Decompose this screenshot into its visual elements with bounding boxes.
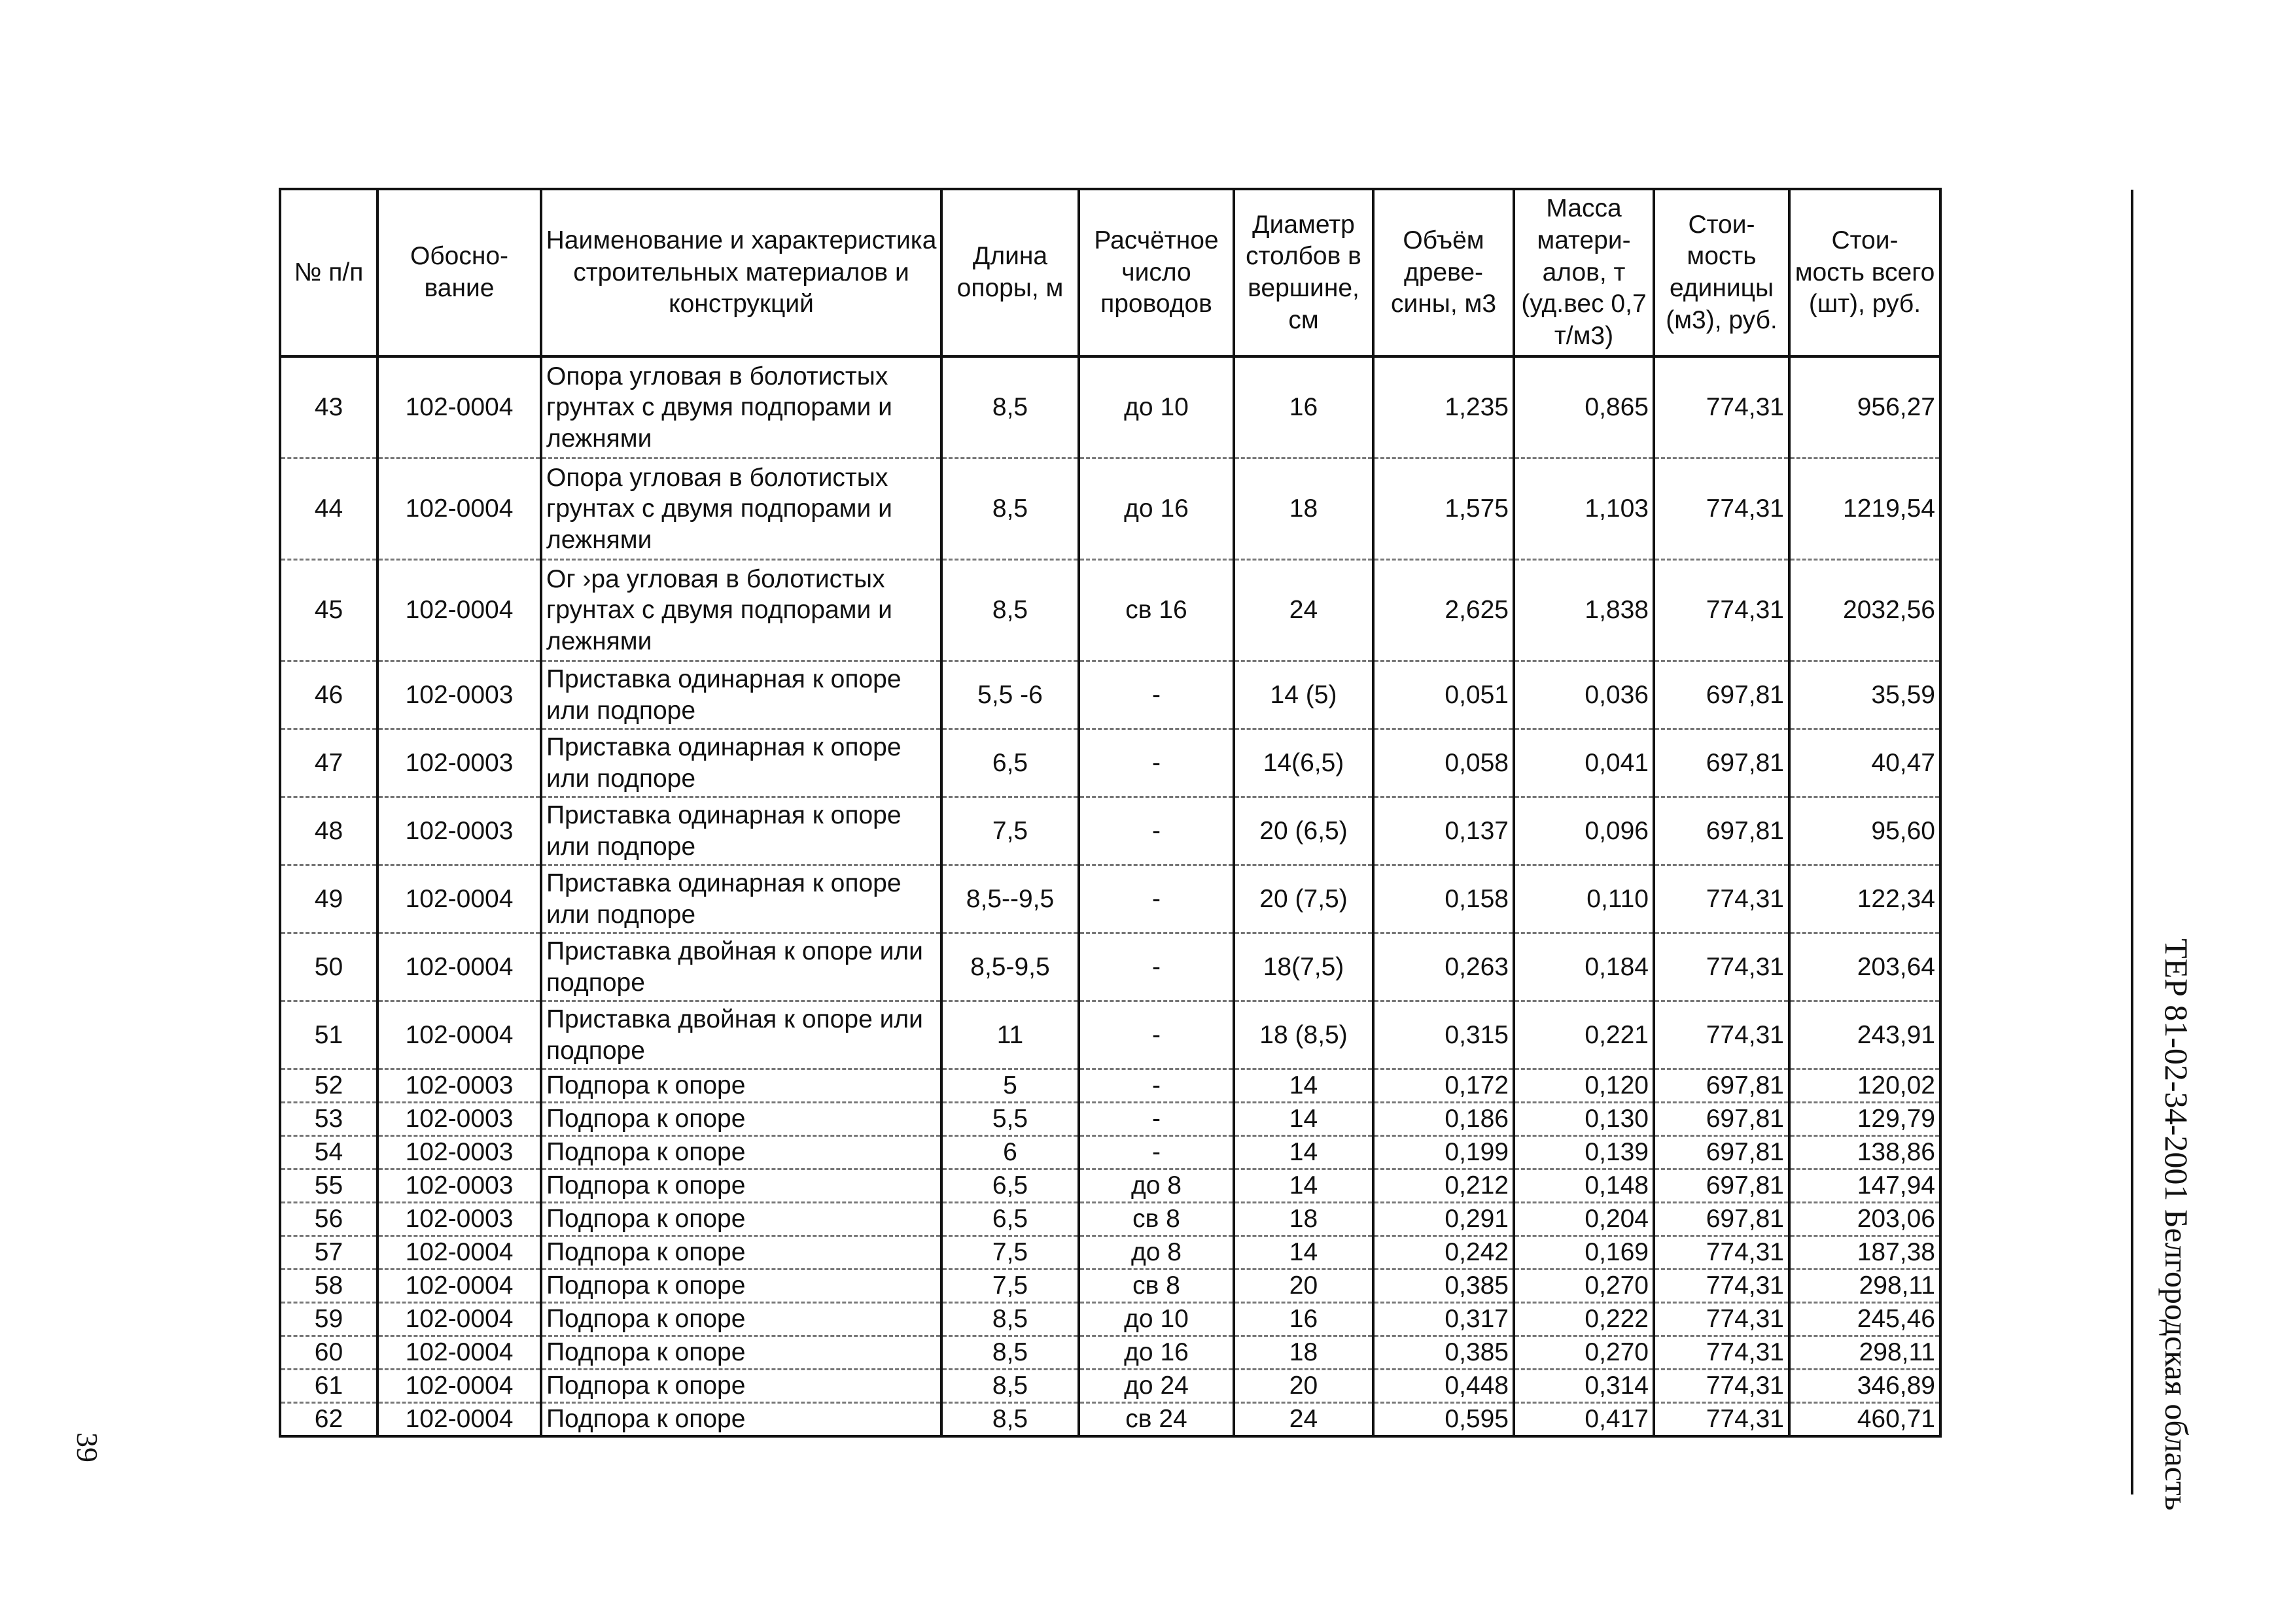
cell-pole-diameter: 14 <box>1234 1069 1373 1103</box>
cell-number: 47 <box>280 729 377 797</box>
table-row <box>280 1103 1940 1136</box>
cell-total-cost: 35,59 <box>1789 661 1940 729</box>
cell-wood-volume: 0,058 <box>1373 729 1514 797</box>
cell-justification: 102-0004 <box>377 1403 541 1437</box>
cell-unit-cost: 697,81 <box>1654 1103 1789 1136</box>
cell-number: 46 <box>280 661 377 729</box>
table-row <box>280 1001 1940 1069</box>
cell-number: 48 <box>280 797 377 865</box>
cell-material-mass: 0,041 <box>1514 729 1654 797</box>
cell-material-name: Подпора к опоре <box>541 1169 941 1203</box>
materials-table-container <box>279 188 1939 1438</box>
cell-number: 45 <box>280 560 377 661</box>
cell-justification: 102-0003 <box>377 1103 541 1136</box>
cell-number: 54 <box>280 1136 377 1169</box>
cell-material-mass: 1,103 <box>1514 458 1654 560</box>
side-margin-rule <box>2131 190 2133 1494</box>
header-support-length: Длина опоры, м <box>941 189 1079 356</box>
cell-material-name: Подпора к опоре <box>541 1303 941 1336</box>
cell-pole-diameter: 14 <box>1234 1103 1373 1136</box>
cell-support-length: 5,5 -6 <box>941 661 1079 729</box>
cell-material-mass: 0,148 <box>1514 1169 1654 1203</box>
cell-material-mass: 0,096 <box>1514 797 1654 865</box>
cell-material-name: Приставка одинарная к опоре или подпоре <box>541 661 941 729</box>
cell-total-cost: 129,79 <box>1789 1103 1940 1136</box>
table-row <box>280 1270 1940 1303</box>
cell-wood-volume: 0,385 <box>1373 1336 1514 1370</box>
cell-pole-diameter: 24 <box>1234 1403 1373 1437</box>
cell-wire-count: - <box>1079 1001 1234 1069</box>
cell-support-length: 8,5 <box>941 1303 1079 1336</box>
header-material-mass: Масса матери- алов, т (уд.вес 0,7 т/м3) <box>1514 189 1654 356</box>
cell-pole-diameter: 14(6,5) <box>1234 729 1373 797</box>
cell-total-cost: 346,89 <box>1789 1370 1940 1403</box>
cell-material-mass: 1,838 <box>1514 560 1654 661</box>
cell-justification: 102-0003 <box>377 1169 541 1203</box>
cell-wood-volume: 0,291 <box>1373 1203 1514 1236</box>
cell-number: 52 <box>280 1069 377 1103</box>
cell-support-length: 6,5 <box>941 729 1079 797</box>
cell-wood-volume: 0,317 <box>1373 1303 1514 1336</box>
cell-material-mass: 0,865 <box>1514 356 1654 458</box>
table-row <box>280 458 1940 560</box>
cell-wood-volume: 0,595 <box>1373 1403 1514 1437</box>
cell-pole-diameter: 14 <box>1234 1169 1373 1203</box>
cell-wood-volume: 0,172 <box>1373 1069 1514 1103</box>
cell-material-mass: 0,204 <box>1514 1203 1654 1236</box>
cell-number: 50 <box>280 933 377 1001</box>
cell-unit-cost: 774,31 <box>1654 1270 1789 1303</box>
cell-pole-diameter: 18 (8,5) <box>1234 1001 1373 1069</box>
cell-material-mass: 0,222 <box>1514 1303 1654 1336</box>
cell-number: 57 <box>280 1236 377 1270</box>
cell-justification: 102-0004 <box>377 1270 541 1303</box>
cell-wood-volume: 0,199 <box>1373 1136 1514 1169</box>
cell-total-cost: 243,91 <box>1789 1001 1940 1069</box>
cell-unit-cost: 697,81 <box>1654 1136 1789 1169</box>
cell-material-mass: 0,221 <box>1514 1001 1654 1069</box>
cell-wood-volume: 0,385 <box>1373 1270 1514 1303</box>
cell-wood-volume: 0,448 <box>1373 1370 1514 1403</box>
cell-pole-diameter: 18 <box>1234 1203 1373 1236</box>
cell-support-length: 6,5 <box>941 1203 1079 1236</box>
cell-support-length: 8,5 <box>941 1336 1079 1370</box>
cell-unit-cost: 774,31 <box>1654 1370 1789 1403</box>
cell-wood-volume: 0,158 <box>1373 865 1514 933</box>
cell-material-name: Опора угловая в болотистых грунтах с двумя подпорами и лежнями <box>541 458 941 560</box>
cell-justification: 102-0004 <box>377 458 541 560</box>
cell-total-cost: 187,38 <box>1789 1236 1940 1270</box>
cell-wire-count: до 16 <box>1079 1336 1234 1370</box>
cell-number: 60 <box>280 1336 377 1370</box>
cell-support-length: 5 <box>941 1069 1079 1103</box>
cell-material-mass: 0,110 <box>1514 865 1654 933</box>
cell-justification: 102-0004 <box>377 1001 541 1069</box>
cell-total-cost: 203,06 <box>1789 1203 1940 1236</box>
table-row <box>280 1136 1940 1169</box>
cell-wood-volume: 2,625 <box>1373 560 1514 661</box>
cell-number: 44 <box>280 458 377 560</box>
cell-support-length: 8,5 <box>941 356 1079 458</box>
table-row <box>280 865 1940 933</box>
table-row <box>280 560 1940 661</box>
cell-total-cost: 1219,54 <box>1789 458 1940 560</box>
cell-material-mass: 0,169 <box>1514 1236 1654 1270</box>
cell-pole-diameter: 18 <box>1234 1336 1373 1370</box>
cell-wire-count: до 24 <box>1079 1370 1234 1403</box>
cell-justification: 102-0004 <box>377 1303 541 1336</box>
cell-wire-count: до 8 <box>1079 1236 1234 1270</box>
cell-unit-cost: 774,31 <box>1654 933 1789 1001</box>
cell-material-mass: 0,139 <box>1514 1136 1654 1169</box>
cell-material-name: Приставка двойная к опоре или подпоре <box>541 1001 941 1069</box>
cell-justification: 102-0003 <box>377 797 541 865</box>
table-row <box>280 1303 1940 1336</box>
cell-material-name: Приставка двойная к опоре или подпоре <box>541 933 941 1001</box>
cell-unit-cost: 774,31 <box>1654 560 1789 661</box>
cell-material-mass: 0,036 <box>1514 661 1654 729</box>
cell-wood-volume: 0,186 <box>1373 1103 1514 1136</box>
table-row <box>280 1236 1940 1270</box>
cell-support-length: 8,5 <box>941 458 1079 560</box>
cell-material-mass: 0,417 <box>1514 1403 1654 1437</box>
cell-unit-cost: 697,81 <box>1654 1169 1789 1203</box>
cell-wire-count: - <box>1079 865 1234 933</box>
cell-number: 58 <box>280 1270 377 1303</box>
table-row <box>280 1336 1940 1370</box>
cell-material-name: Подпора к опоре <box>541 1270 941 1303</box>
cell-wire-count: до 8 <box>1079 1169 1234 1203</box>
cell-justification: 102-0003 <box>377 1069 541 1103</box>
cell-justification: 102-0004 <box>377 1370 541 1403</box>
cell-support-length: 5,5 <box>941 1103 1079 1136</box>
table-header-row <box>280 189 1940 356</box>
cell-pole-diameter: 20 (7,5) <box>1234 865 1373 933</box>
cell-justification: 102-0003 <box>377 1203 541 1236</box>
table-row <box>280 933 1940 1001</box>
cell-material-mass: 0,120 <box>1514 1069 1654 1103</box>
cell-material-name: Подпора к опоре <box>541 1336 941 1370</box>
cell-wire-count: - <box>1079 797 1234 865</box>
cell-support-length: 8,5--9,5 <box>941 865 1079 933</box>
cell-material-mass: 0,270 <box>1514 1336 1654 1370</box>
cell-wood-volume: 0,315 <box>1373 1001 1514 1069</box>
cell-number: 51 <box>280 1001 377 1069</box>
page-number: 39 <box>71 1432 104 1462</box>
cell-wire-count: до 16 <box>1079 458 1234 560</box>
cell-material-name: Приставка одинарная к опоре или подпоре <box>541 797 941 865</box>
cell-pole-diameter: 20 <box>1234 1270 1373 1303</box>
cell-pole-diameter: 24 <box>1234 560 1373 661</box>
header-number: № п/п <box>280 189 377 356</box>
cell-pole-diameter: 20 <box>1234 1370 1373 1403</box>
cell-total-cost: 138,86 <box>1789 1136 1940 1169</box>
cell-support-length: 6 <box>941 1136 1079 1169</box>
cell-total-cost: 956,27 <box>1789 356 1940 458</box>
cell-total-cost: 95,60 <box>1789 797 1940 865</box>
header-wire-count: Расчётное число проводов <box>1079 189 1234 356</box>
cell-material-name: Подпора к опоре <box>541 1370 941 1403</box>
cell-support-length: 8,5 <box>941 560 1079 661</box>
cell-wood-volume: 1,575 <box>1373 458 1514 560</box>
cell-number: 56 <box>280 1203 377 1236</box>
cell-wire-count: св 8 <box>1079 1203 1234 1236</box>
cell-unit-cost: 774,31 <box>1654 356 1789 458</box>
cell-unit-cost: 697,81 <box>1654 729 1789 797</box>
cell-material-mass: 0,184 <box>1514 933 1654 1001</box>
header-wood-volume: Объём древе- сины, м3 <box>1373 189 1514 356</box>
cell-justification: 102-0004 <box>377 1236 541 1270</box>
cell-wire-count: - <box>1079 1136 1234 1169</box>
cell-material-mass: 0,270 <box>1514 1270 1654 1303</box>
table-row <box>280 661 1940 729</box>
cell-number: 62 <box>280 1403 377 1437</box>
cell-unit-cost: 774,31 <box>1654 1336 1789 1370</box>
cell-material-mass: 0,130 <box>1514 1103 1654 1136</box>
cell-material-mass: 0,314 <box>1514 1370 1654 1403</box>
cell-support-length: 6,5 <box>941 1169 1079 1203</box>
cell-material-name: Опора угловая в болотистых грунтах с двумя подпорами и лежнями <box>541 356 941 458</box>
cell-pole-diameter: 18 <box>1234 458 1373 560</box>
table-row <box>280 1403 1940 1437</box>
cell-total-cost: 298,11 <box>1789 1270 1940 1303</box>
table-row <box>280 1169 1940 1203</box>
cell-wire-count: до 10 <box>1079 1303 1234 1336</box>
cell-wire-count: - <box>1079 1103 1234 1136</box>
cell-justification: 102-0004 <box>377 560 541 661</box>
cell-support-length: 7,5 <box>941 797 1079 865</box>
cell-unit-cost: 697,81 <box>1654 1203 1789 1236</box>
cell-justification: 102-0003 <box>377 661 541 729</box>
cell-wood-volume: 1,235 <box>1373 356 1514 458</box>
cell-wire-count: св 24 <box>1079 1403 1234 1437</box>
cell-unit-cost: 697,81 <box>1654 797 1789 865</box>
cell-unit-cost: 774,31 <box>1654 1403 1789 1437</box>
cell-number: 61 <box>280 1370 377 1403</box>
cell-pole-diameter: 14 (5) <box>1234 661 1373 729</box>
cell-unit-cost: 774,31 <box>1654 865 1789 933</box>
cell-pole-diameter: 16 <box>1234 356 1373 458</box>
cell-support-length: 8,5 <box>941 1370 1079 1403</box>
cell-number: 49 <box>280 865 377 933</box>
cell-support-length: 7,5 <box>941 1270 1079 1303</box>
table-row <box>280 1203 1940 1236</box>
cell-wire-count: - <box>1079 933 1234 1001</box>
cell-justification: 102-0004 <box>377 933 541 1001</box>
cell-total-cost: 203,64 <box>1789 933 1940 1001</box>
cell-number: 43 <box>280 356 377 458</box>
cell-wood-volume: 0,051 <box>1373 661 1514 729</box>
table-row <box>280 1069 1940 1103</box>
table-row <box>280 356 1940 458</box>
table-row <box>280 729 1940 797</box>
header-justification: Обосно- вание <box>377 189 541 356</box>
cell-wood-volume: 0,137 <box>1373 797 1514 865</box>
cell-wire-count: до 10 <box>1079 356 1234 458</box>
cell-total-cost: 40,47 <box>1789 729 1940 797</box>
header-material-name: Наименование и характеристика строительных материалов и конструкций <box>541 189 941 356</box>
cell-wire-count: - <box>1079 729 1234 797</box>
cell-justification: 102-0003 <box>377 1136 541 1169</box>
cell-wire-count: св 16 <box>1079 560 1234 661</box>
materials-price-table <box>279 188 1942 1438</box>
table-row <box>280 797 1940 865</box>
cell-material-name: Приставка одинарная к опоре или подпоре <box>541 729 941 797</box>
cell-total-cost: 2032,56 <box>1789 560 1940 661</box>
cell-pole-diameter: 14 <box>1234 1136 1373 1169</box>
cell-wire-count: св 8 <box>1079 1270 1234 1303</box>
running-title: ТЕР 81-02-34-2001 Белгородская область <box>2158 939 2195 1511</box>
cell-pole-diameter: 20 (6,5) <box>1234 797 1373 865</box>
cell-support-length: 8,5 <box>941 1403 1079 1437</box>
cell-support-length: 11 <box>941 1001 1079 1069</box>
cell-wire-count: - <box>1079 1069 1234 1103</box>
cell-total-cost: 147,94 <box>1789 1169 1940 1203</box>
cell-justification: 102-0004 <box>377 356 541 458</box>
cell-unit-cost: 697,81 <box>1654 1069 1789 1103</box>
cell-material-name: Подпора к опоре <box>541 1403 941 1437</box>
cell-total-cost: 122,34 <box>1789 865 1940 933</box>
cell-wood-volume: 0,263 <box>1373 933 1514 1001</box>
cell-material-name: Приставка одинарная к опоре или подпоре <box>541 865 941 933</box>
header-unit-cost: Стои- мость единицы (м3), руб. <box>1654 189 1789 356</box>
cell-justification: 102-0003 <box>377 729 541 797</box>
cell-pole-diameter: 14 <box>1234 1236 1373 1270</box>
cell-wire-count: - <box>1079 661 1234 729</box>
cell-material-name: Подпора к опоре <box>541 1236 941 1270</box>
cell-total-cost: 245,46 <box>1789 1303 1940 1336</box>
cell-pole-diameter: 16 <box>1234 1303 1373 1336</box>
cell-pole-diameter: 18(7,5) <box>1234 933 1373 1001</box>
cell-justification: 102-0004 <box>377 1336 541 1370</box>
cell-unit-cost: 774,31 <box>1654 1303 1789 1336</box>
cell-material-name: Подпора к опоре <box>541 1203 941 1236</box>
cell-material-name: Подпора к опоре <box>541 1136 941 1169</box>
header-pole-diameter: Диаметр столбов в вершине, см <box>1234 189 1373 356</box>
cell-total-cost: 460,71 <box>1789 1403 1940 1437</box>
table-body <box>280 356 1940 1436</box>
cell-unit-cost: 697,81 <box>1654 661 1789 729</box>
cell-support-length: 7,5 <box>941 1236 1079 1270</box>
cell-material-name: Подпора к опоре <box>541 1103 941 1136</box>
cell-number: 59 <box>280 1303 377 1336</box>
cell-unit-cost: 774,31 <box>1654 1236 1789 1270</box>
cell-total-cost: 298,11 <box>1789 1336 1940 1370</box>
cell-material-name: Ог ›ра угловая в болотистых грунтах с двумя подпорами и лежнями <box>541 560 941 661</box>
cell-support-length: 8,5-9,5 <box>941 933 1079 1001</box>
cell-number: 53 <box>280 1103 377 1136</box>
cell-unit-cost: 774,31 <box>1654 1001 1789 1069</box>
cell-wood-volume: 0,242 <box>1373 1236 1514 1270</box>
header-total-cost: Стои- мость всего (шт), руб. <box>1789 189 1940 356</box>
cell-total-cost: 120,02 <box>1789 1069 1940 1103</box>
table-row <box>280 1370 1940 1403</box>
cell-number: 55 <box>280 1169 377 1203</box>
cell-wood-volume: 0,212 <box>1373 1169 1514 1203</box>
cell-material-name: Подпора к опоре <box>541 1069 941 1103</box>
cell-unit-cost: 774,31 <box>1654 458 1789 560</box>
cell-justification: 102-0004 <box>377 865 541 933</box>
